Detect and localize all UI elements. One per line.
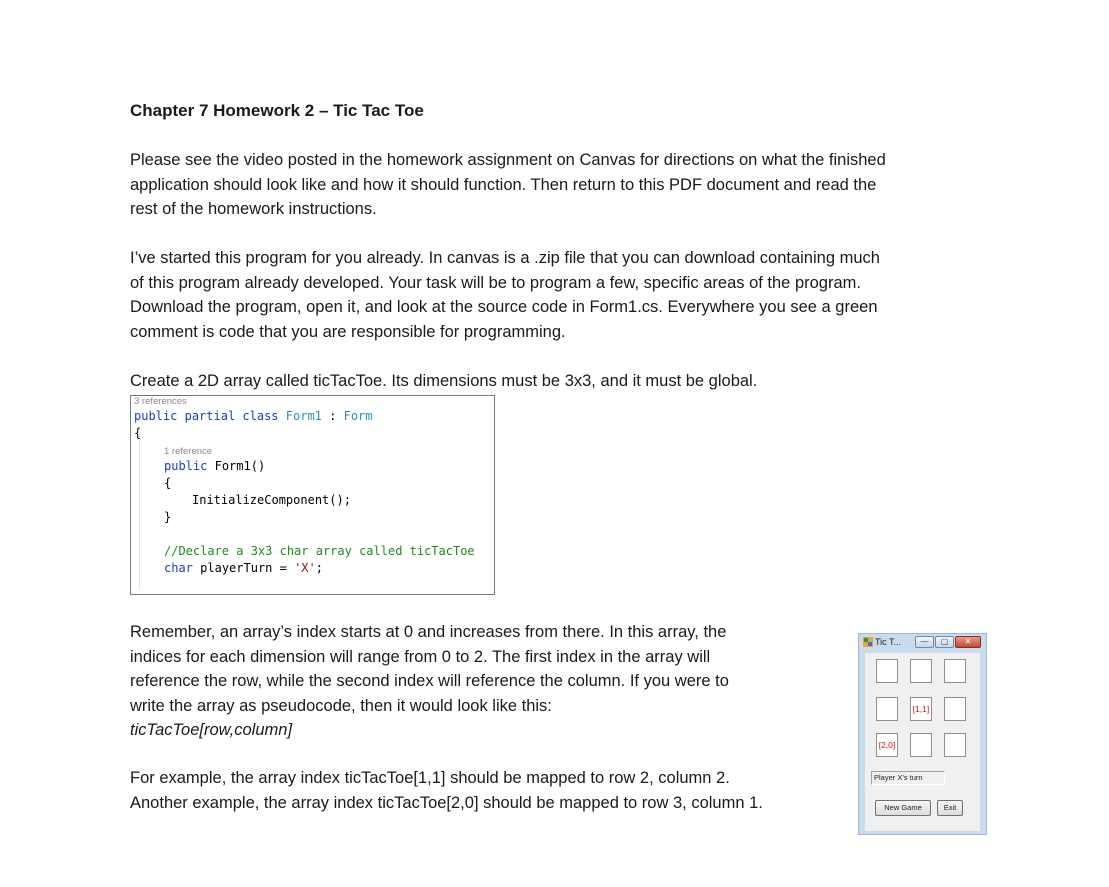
- board-cell[interactable]: [944, 733, 966, 757]
- keyword-public: public: [164, 459, 208, 473]
- maximize-button[interactable]: ▢: [935, 636, 954, 648]
- app-icon: [863, 637, 873, 647]
- code-screenshot: [130, 395, 495, 595]
- keyword-char: char: [164, 561, 193, 575]
- class-name: Form1: [285, 409, 322, 423]
- semicolon: ;: [315, 561, 323, 575]
- text-line: For example, the array index ticTacToe[1,1] should be mapped to row 2, column 2.: [130, 769, 730, 787]
- text-line: Remember, an array’s index starts at 0 and increases from there. In this array, the: [130, 623, 727, 641]
- window-title: Tic T...: [875, 637, 902, 647]
- code-lens-reference: 1 reference: [164, 446, 213, 457]
- code-line-player-turn: [164, 561, 323, 575]
- pseudocode: ticTacToe[row,column]: [130, 721, 293, 739]
- text-line: I’ve started this program for you already. In canvas is a .zip file that you can download containing much: [130, 249, 880, 267]
- index-explanation-paragraph: [130, 620, 830, 743]
- text-line: application should look like and how it should function. Then return to this PDF document and read the: [130, 175, 877, 194]
- form-client-area: [865, 653, 980, 831]
- code-line-class-declaration: [134, 409, 373, 423]
- window-titlebar: [859, 634, 986, 652]
- base-class: Form: [343, 409, 373, 423]
- text-line: write the array as pseudocode, then it would look like this:: [130, 696, 552, 715]
- code-line-ctor-close: }: [164, 510, 172, 524]
- keyword-class: class: [242, 409, 279, 423]
- constructor-name: Form1(): [214, 459, 266, 473]
- variable-declaration: playerTurn =: [200, 561, 287, 575]
- board-cell[interactable]: [944, 659, 966, 683]
- document-title: Chapter 7 Homework 2 – Tic Tac Toe: [130, 101, 424, 120]
- board-cell[interactable]: [2,0]: [876, 733, 898, 757]
- board-cell[interactable]: [944, 697, 966, 721]
- text-line: reference the row, while the second index will reference the column. If you were to: [130, 672, 729, 690]
- keyword-public: public: [134, 409, 178, 423]
- text-line: comment is code that you are responsible for programming.: [130, 322, 566, 341]
- tic-tac-toe-form-screenshot: [858, 633, 987, 835]
- code-lens-references: 3 references: [134, 396, 187, 407]
- minimize-button[interactable]: —: [915, 636, 934, 648]
- char-literal: 'X': [294, 561, 316, 575]
- board-cell[interactable]: [876, 659, 898, 683]
- exit-button[interactable]: Exit: [937, 800, 963, 816]
- intro-paragraph: [130, 148, 990, 222]
- example-paragraph: [130, 766, 860, 815]
- new-game-button[interactable]: New Game: [875, 800, 931, 816]
- indent-guide: [139, 434, 140, 589]
- text-line: Please see the video posted in the homework assignment on Canvas for directions on what the finished: [130, 151, 886, 169]
- text-line: Download the program, open it, and look at the source code in Form1.cs. Everywhere you see a green: [130, 298, 878, 316]
- board-cell[interactable]: [1,1]: [910, 697, 932, 721]
- board-cell[interactable]: [910, 733, 932, 757]
- keyword-partial: partial: [184, 409, 236, 423]
- text-line: rest of the homework instructions.: [130, 200, 377, 218]
- close-button[interactable]: ✕: [955, 636, 981, 648]
- board-cell[interactable]: [876, 697, 898, 721]
- code-line-constructor: [164, 459, 265, 473]
- starter-paragraph: [130, 246, 990, 344]
- colon: :: [329, 409, 337, 423]
- text-line: Another example, the array index ticTacToe[2,0] should be mapped to row 3, column 1.: [130, 793, 763, 812]
- code-line-initialize: InitializeComponent();: [192, 493, 351, 507]
- code-line-comment: //Declare a 3x3 char array called ticTacToe: [164, 544, 475, 558]
- code-line-ctor-open: {: [164, 476, 172, 490]
- code-line-open-brace: {: [134, 426, 142, 440]
- board-cell[interactable]: [910, 659, 932, 683]
- text-line: of this program already developed. Your task will be to program a few, specific areas of the program.: [130, 273, 861, 292]
- text-line: indices for each dimension will range from 0 to 2. The first index in the array will: [130, 647, 711, 666]
- player-turn-label: Player X's turn: [871, 771, 945, 785]
- task-paragraph: Create a 2D array called ticTacToe. Its dimensions must be 3x3, and it must be global.: [130, 372, 758, 390]
